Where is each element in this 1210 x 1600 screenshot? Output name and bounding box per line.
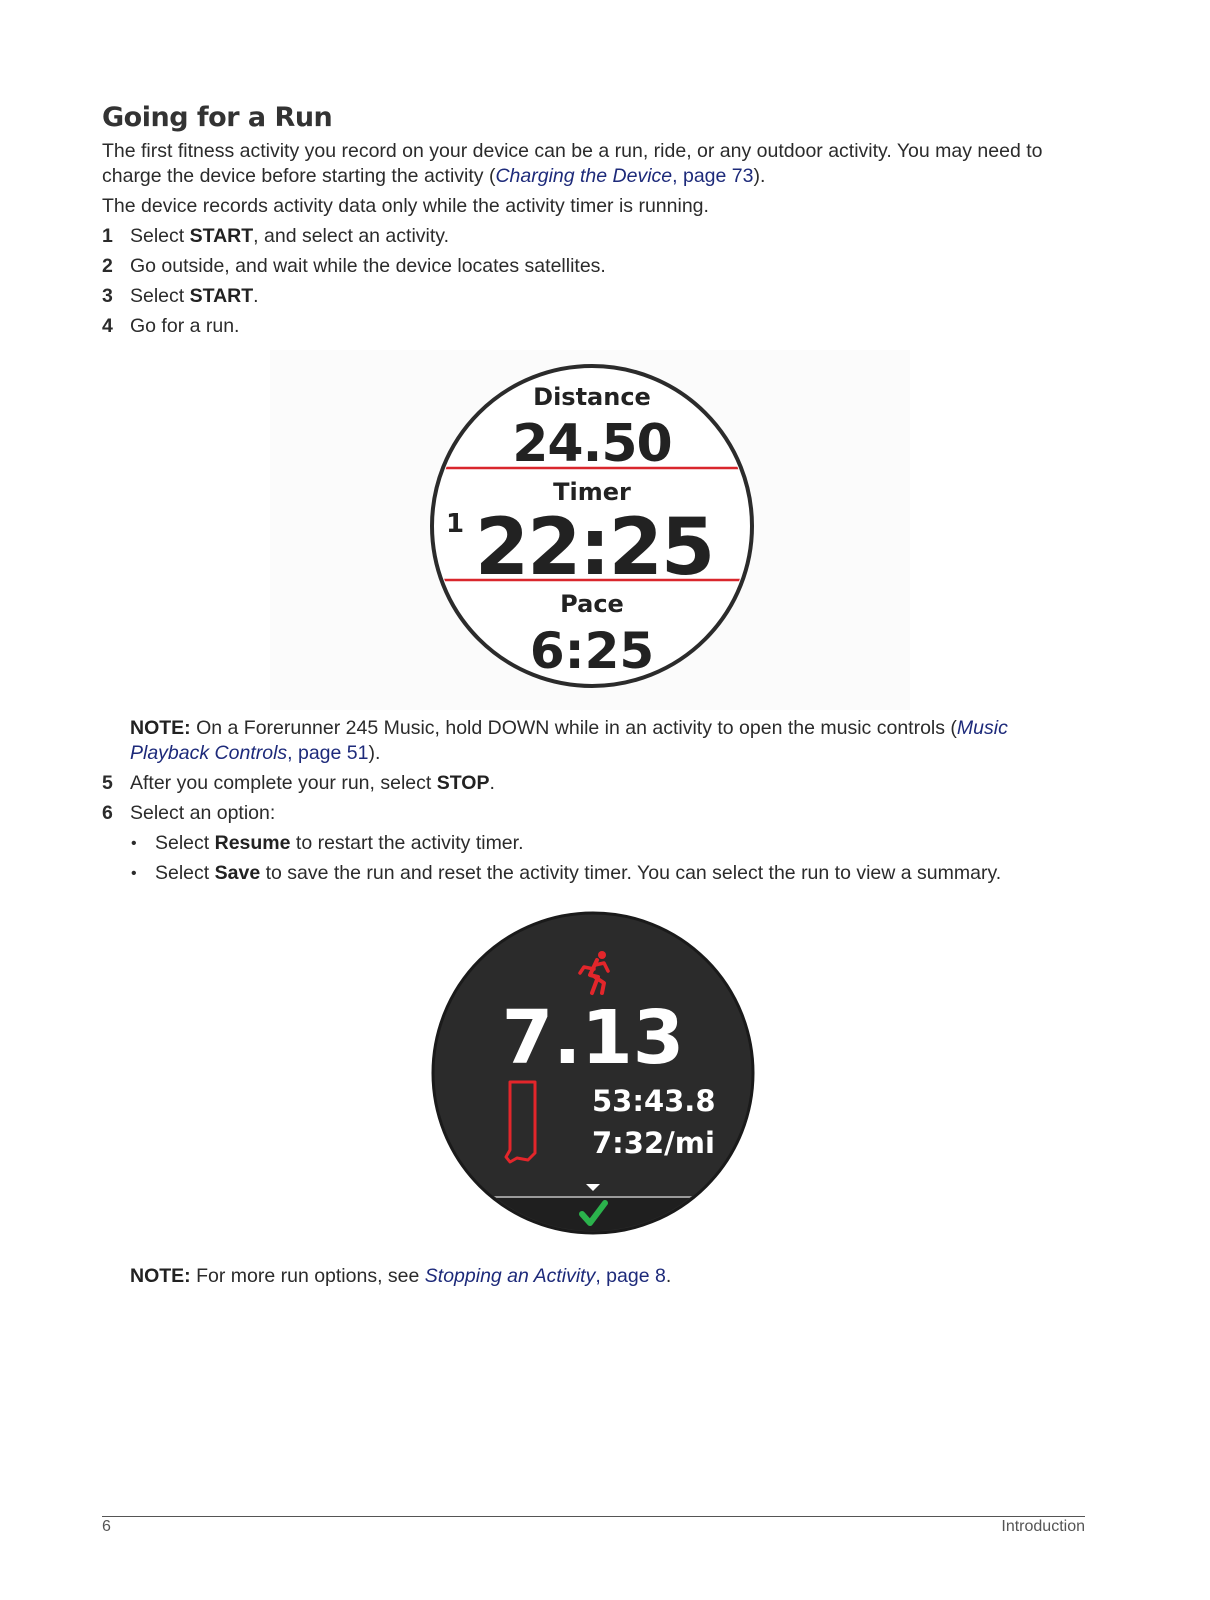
music-playback-link[interactable]: Music Playback Controls, page 51 xyxy=(130,717,1008,764)
pace-value: 6:25 xyxy=(529,622,655,680)
summary-pace: 7:32/mi xyxy=(592,1126,715,1160)
charging-device-link[interactable]: Charging the Device, page 73 xyxy=(495,165,754,187)
step-item: 3 Select START. xyxy=(102,285,259,307)
note-run-options: NOTE: For more run options, see Stopping an Activity, page 8. xyxy=(130,1265,672,1287)
timer-label: Timer xyxy=(553,478,631,506)
page-content-3 xyxy=(102,1264,1092,1289)
step-item: 5 After you complete your run, select STOP. xyxy=(102,772,495,794)
distance-label: Distance xyxy=(533,383,651,411)
note-music: NOTE: On a Forerunner 245 Music, hold DOWN while in an activity to open the music controls (Music Playback Controls, page 51). xyxy=(130,717,1008,764)
step-item: 4 Go for a run. xyxy=(102,315,240,337)
page-number: 6 xyxy=(102,1518,111,1535)
steps-list-a xyxy=(102,224,1092,339)
page-content xyxy=(102,100,1092,344)
pace-label: Pace xyxy=(560,590,624,618)
stopping-activity-link[interactable]: Stopping an Activity, page 8 xyxy=(424,1265,666,1287)
distance-value: 24.50 xyxy=(512,414,672,474)
bullet-item: • Select Resume to restart the activity timer. xyxy=(131,832,524,854)
section-name: Introduction xyxy=(1001,1518,1085,1535)
watch-summary-screen-illustration xyxy=(420,905,770,1240)
step-item: 1 Select START, and select an activity. xyxy=(102,225,449,247)
footer-divider xyxy=(102,1516,1085,1517)
intro-paragraph-2: The device records activity data only while the activity timer is running. xyxy=(102,195,709,217)
option-bullets xyxy=(130,831,1092,886)
step-item: 2 Go outside, and wait while the device locates satellites. xyxy=(102,255,606,277)
timer-prefix: 1 xyxy=(445,509,465,539)
summary-distance: 7.13 xyxy=(501,995,685,1081)
step-item: 6 Select an option: xyxy=(102,802,276,824)
watch-data-screen-illustration xyxy=(270,350,910,710)
page-heading: Going for a Run xyxy=(102,102,333,133)
summary-time: 53:43.8 xyxy=(592,1084,716,1118)
intro-paragraph: The first fitness activity you record on your device can be a run, ride, or any outdoor activity. You may need to charge the device before starting the activity (Charging the Device, page 73). xyxy=(102,140,1043,187)
timer-value: 22:25 xyxy=(474,503,714,593)
steps-list-b xyxy=(102,771,1092,826)
bullet-item: • Select Save to save the run and reset the activity timer. You can select the run to view a summary. xyxy=(131,862,1002,884)
page-content-2 xyxy=(102,716,1092,891)
